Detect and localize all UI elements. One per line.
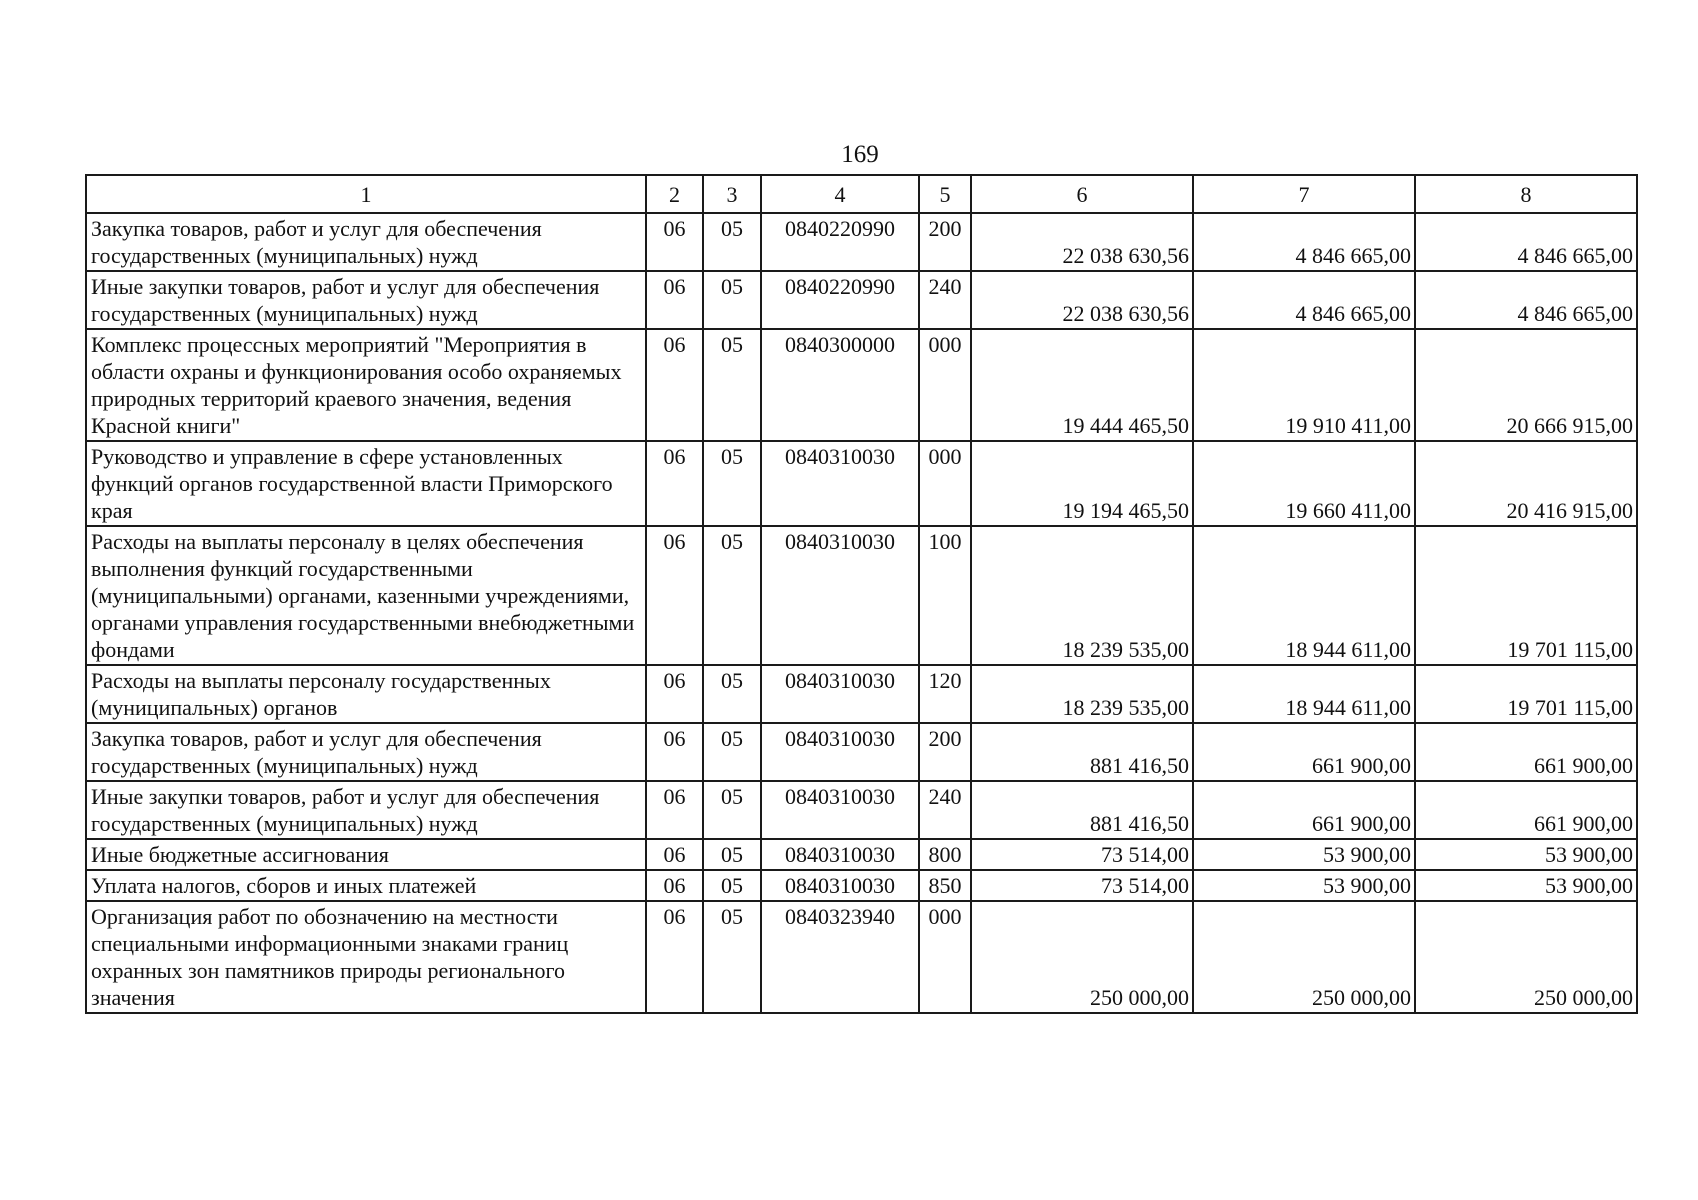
- table-row: [86, 441, 1637, 526]
- header-row: [86, 175, 1637, 213]
- amount-col6: 22 038 630,56: [971, 213, 1193, 271]
- amount-col7: 53 900,00: [1193, 839, 1415, 870]
- row-name: Организация работ по обозначению на местности специальными информационными знаками границ охранных зон памятников природы регионального значения: [86, 901, 646, 1013]
- expense-type-code: 000: [919, 329, 971, 441]
- expense-type-code: 100: [919, 526, 971, 665]
- expense-type-code: 240: [919, 781, 971, 839]
- amount-col7: 19 660 411,00: [1193, 441, 1415, 526]
- target-article-code: 0840300000: [761, 329, 919, 441]
- subsection-code: 05: [703, 870, 761, 901]
- table-row: [86, 526, 1637, 665]
- table-row: [86, 781, 1637, 839]
- amount-col6: 881 416,50: [971, 723, 1193, 781]
- section-code: 06: [646, 526, 703, 665]
- subsection-code: 05: [703, 441, 761, 526]
- amount-col8: 4 846 665,00: [1415, 271, 1637, 329]
- column-header: 4: [761, 175, 919, 213]
- subsection-code: 05: [703, 526, 761, 665]
- expense-type-code: 000: [919, 901, 971, 1013]
- amount-col8: 20 416 915,00: [1415, 441, 1637, 526]
- row-name: Комплекс процессных мероприятий "Мероприятия в области охраны и функционирования особо охраняемых природных территорий краевого значения, ведения Красной книги": [86, 329, 646, 441]
- subsection-code: 05: [703, 901, 761, 1013]
- amount-col6: 73 514,00: [971, 839, 1193, 870]
- amount-col7: 661 900,00: [1193, 723, 1415, 781]
- amount-col7: 18 944 611,00: [1193, 526, 1415, 665]
- table-row: [86, 329, 1637, 441]
- expense-type-code: 200: [919, 213, 971, 271]
- column-header: 3: [703, 175, 761, 213]
- target-article-code: 0840220990: [761, 271, 919, 329]
- amount-col7: 19 910 411,00: [1193, 329, 1415, 441]
- amount-col7: 4 846 665,00: [1193, 213, 1415, 271]
- section-code: 06: [646, 271, 703, 329]
- subsection-code: 05: [703, 781, 761, 839]
- row-name: Закупка товаров, работ и услуг для обеспечения государственных (муниципальных) нужд: [86, 213, 646, 271]
- amount-col7: 250 000,00: [1193, 901, 1415, 1013]
- subsection-code: 05: [703, 723, 761, 781]
- amount-col7: 53 900,00: [1193, 870, 1415, 901]
- amount-col6: 19 194 465,50: [971, 441, 1193, 526]
- expense-type-code: 200: [919, 723, 971, 781]
- section-code: 06: [646, 665, 703, 723]
- target-article-code: 0840310030: [761, 441, 919, 526]
- table-row: [86, 271, 1637, 329]
- column-header: 1: [86, 175, 646, 213]
- column-header: 7: [1193, 175, 1415, 213]
- target-article-code: 0840310030: [761, 526, 919, 665]
- target-article-code: 0840310030: [761, 870, 919, 901]
- row-name: Расходы на выплаты персоналу в целях обеспечения выполнения функций государственными (муниципальными) органами, казенными учреждениями, органами управления государственными внебюджетными фондами: [86, 526, 646, 665]
- expense-type-code: 800: [919, 839, 971, 870]
- amount-col6: 250 000,00: [971, 901, 1193, 1013]
- amount-col8: 4 846 665,00: [1415, 213, 1637, 271]
- table-row: [86, 723, 1637, 781]
- row-name: Расходы на выплаты персоналу государственных (муниципальных) органов: [86, 665, 646, 723]
- expense-type-code: 000: [919, 441, 971, 526]
- amount-col7: 18 944 611,00: [1193, 665, 1415, 723]
- amount-col6: 18 239 535,00: [971, 526, 1193, 665]
- row-name: Иные закупки товаров, работ и услуг для обеспечения государственных (муниципальных) нужд: [86, 781, 646, 839]
- amount-col7: 4 846 665,00: [1193, 271, 1415, 329]
- amount-col8: 250 000,00: [1415, 901, 1637, 1013]
- row-name: Руководство и управление в сфере установленных функций органов государственной власти Приморского края: [86, 441, 646, 526]
- target-article-code: 0840310030: [761, 723, 919, 781]
- amount-col8: 53 900,00: [1415, 839, 1637, 870]
- subsection-code: 05: [703, 213, 761, 271]
- amount-col8: 19 701 115,00: [1415, 665, 1637, 723]
- budget-table: [85, 174, 1638, 1014]
- amount-col8: 53 900,00: [1415, 870, 1637, 901]
- target-article-code: 0840310030: [761, 839, 919, 870]
- amount-col6: 18 239 535,00: [971, 665, 1193, 723]
- target-article-code: 0840323940: [761, 901, 919, 1013]
- target-article-code: 0840310030: [761, 665, 919, 723]
- amount-col6: 73 514,00: [971, 870, 1193, 901]
- table-row: [86, 665, 1637, 723]
- amount-col8: 20 666 915,00: [1415, 329, 1637, 441]
- table-row: [86, 213, 1637, 271]
- table-row: [86, 870, 1637, 901]
- row-name: Иные бюджетные ассигнования: [86, 839, 646, 870]
- amount-col8: 19 701 115,00: [1415, 526, 1637, 665]
- page-number: 169: [841, 141, 879, 168]
- subsection-code: 05: [703, 329, 761, 441]
- section-code: 06: [646, 329, 703, 441]
- subsection-code: 05: [703, 665, 761, 723]
- section-code: 06: [646, 213, 703, 271]
- row-name: Закупка товаров, работ и услуг для обеспечения государственных (муниципальных) нужд: [86, 723, 646, 781]
- amount-col8: 661 900,00: [1415, 723, 1637, 781]
- target-article-code: 0840310030: [761, 781, 919, 839]
- section-code: 06: [646, 870, 703, 901]
- expense-type-code: 850: [919, 870, 971, 901]
- section-code: 06: [646, 839, 703, 870]
- column-header: 5: [919, 175, 971, 213]
- section-code: 06: [646, 441, 703, 526]
- amount-col6: 22 038 630,56: [971, 271, 1193, 329]
- table-row: [86, 901, 1637, 1013]
- column-header: 8: [1415, 175, 1637, 213]
- amount-col6: 881 416,50: [971, 781, 1193, 839]
- target-article-code: 0840220990: [761, 213, 919, 271]
- row-name: Уплата налогов, сборов и иных платежей: [86, 870, 646, 901]
- column-header: 2: [646, 175, 703, 213]
- table-row: [86, 839, 1637, 870]
- amount-col6: 19 444 465,50: [971, 329, 1193, 441]
- section-code: 06: [646, 723, 703, 781]
- section-code: 06: [646, 781, 703, 839]
- expense-type-code: 120: [919, 665, 971, 723]
- expense-type-code: 240: [919, 271, 971, 329]
- amount-col8: 661 900,00: [1415, 781, 1637, 839]
- section-code: 06: [646, 901, 703, 1013]
- subsection-code: 05: [703, 839, 761, 870]
- row-name: Иные закупки товаров, работ и услуг для обеспечения государственных (муниципальных) нужд: [86, 271, 646, 329]
- column-header: 6: [971, 175, 1193, 213]
- subsection-code: 05: [703, 271, 761, 329]
- amount-col7: 661 900,00: [1193, 781, 1415, 839]
